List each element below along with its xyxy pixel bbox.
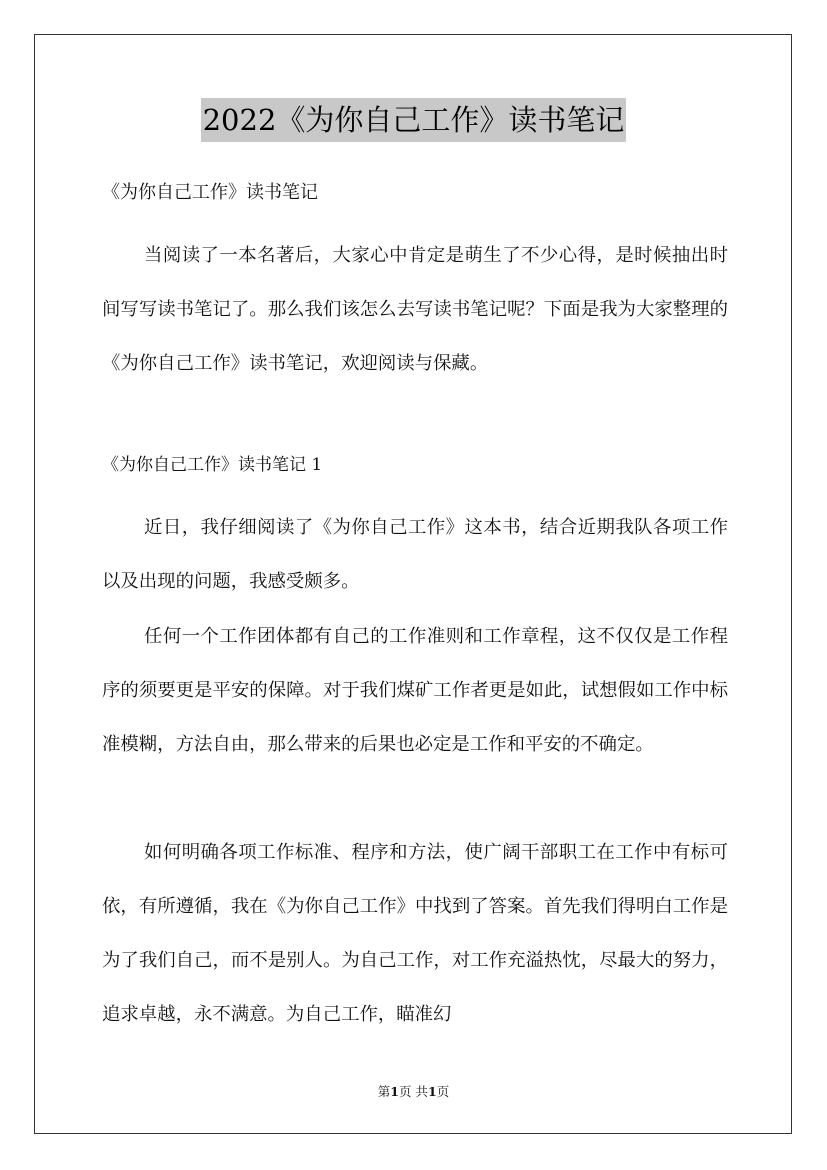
footer-prefix: 第: [377, 1084, 391, 1099]
document-title: 2022《为你自己工作》读书笔记: [201, 98, 627, 142]
page-footer: [0, 1082, 827, 1100]
section-heading: 《为你自己工作》读书笔记 1: [102, 455, 323, 475]
footer-total-pages: 1: [427, 1084, 437, 1099]
footer-current-page: 1: [390, 1084, 399, 1099]
body-paragraph-1: 近日，我仔细阅读了《为你自己工作》这本书，结合近期我队各项工作以及出现的问题，我感受颇多。: [102, 517, 728, 592]
body-paragraph-3: 如何明确各项工作标准、程序和方法，使广阔干部职工在工作中有标可依，有所遵循，我在《为你自己工作》中找到了答案。首先我们得明白工作是为了我们自己，而不是别人。为自己工作，对工作充溢热忱，尽最大的努力，追求卓越，永不满意。为自己工作，瞄准幻: [102, 842, 728, 1025]
title-container: [0, 98, 827, 142]
intro-paragraph: 当阅读了一本名著后，大家心中肯定是萌生了不少心得，是时候抽出时间写写读书笔记了。那么我们该怎么去写读书笔记呢？下面是我为大家整理的《为你自己工作》读书笔记，欢迎阅读与保藏。: [102, 245, 728, 374]
body-paragraph-2: 任何一个工作团体都有自己的工作准则和工作章程，这不仅仅是工作程序的须要更是平安的保障。对于我们煤矿工作者更是如此，试想假如工作中标准模糊，方法自由，那么带来的后果也必定是工作和平安的不确定。: [102, 626, 728, 755]
footer-mid: 页 共: [399, 1084, 428, 1099]
document-subtitle: 《为你自己工作》读书笔记: [102, 182, 318, 203]
footer-suffix: 页: [436, 1084, 450, 1099]
